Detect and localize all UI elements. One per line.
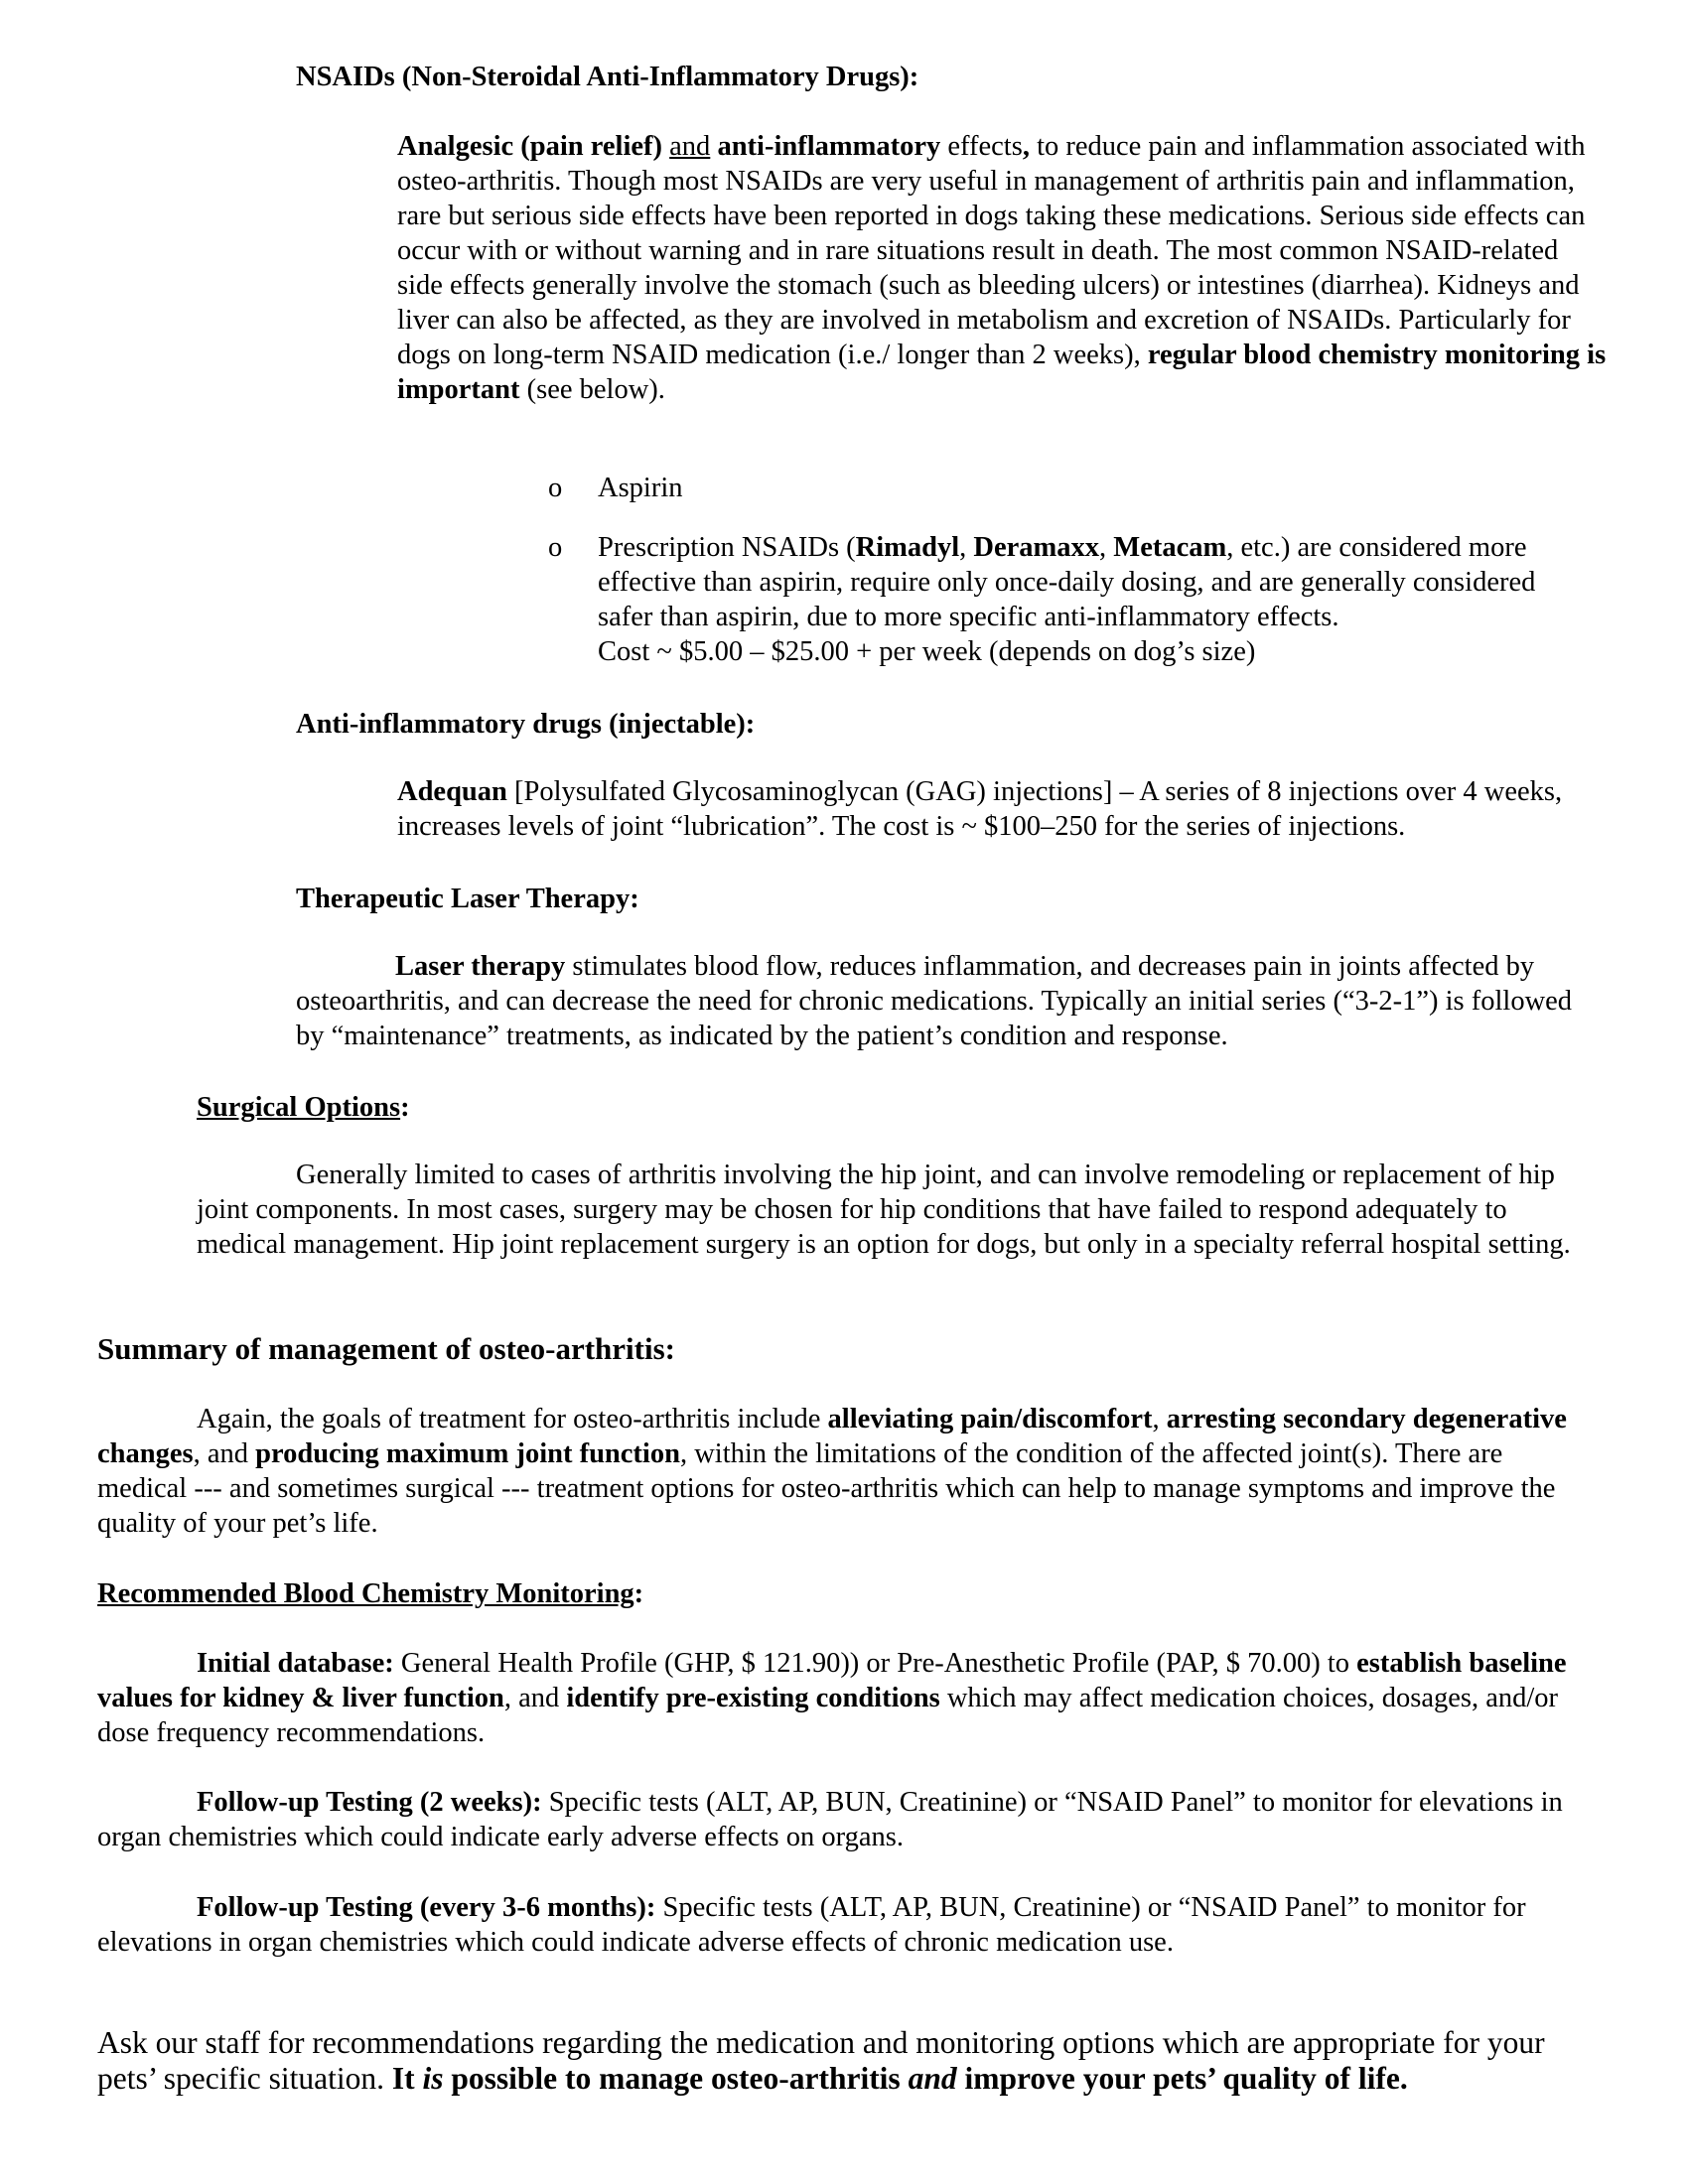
summary-bold-2: arresting secondary degenerative changes [97, 1404, 1567, 1469]
laser-text: stimulates blood flow, reduces inflammation, and decreases pain in joints affected by osteoarthritis, and can decrease the need for chronic medications. Typically an initial series (“3-2-1”) is followed by “maintenance” treatments, as indicated by the patient’s condition and response. [296, 951, 1573, 1051]
initial-database-label: Initial database: [197, 1648, 394, 1679]
metacam-bold: Metacam [1113, 532, 1227, 563]
prescription-text-1: Prescription NSAIDs ( [598, 532, 856, 563]
nsaids-paragraph [397, 129, 1607, 407]
followup-2weeks-paragraph [97, 1785, 1592, 1854]
prescription-text-2: , [959, 532, 974, 563]
summary-heading: Summary of management of osteo-arthritis: [97, 1331, 675, 1366]
summary-bold-3: producing maximum joint function [255, 1438, 680, 1469]
closing-bold-1: It [391, 2061, 423, 2096]
deramaxx-bold: Deramaxx [973, 532, 1100, 563]
followup-3-6months-paragraph [97, 1890, 1592, 1960]
summary-text-1: Again, the goals of treatment for osteo-arthritis include [197, 1404, 828, 1434]
monitoring-heading-text: Recommended Blood Chemistry Monitoring [97, 1578, 634, 1609]
initial-bold-2: identify pre-existing conditions [566, 1683, 940, 1713]
surgical-heading [197, 1090, 1487, 1125]
closing-italic-is: is [422, 2061, 444, 2096]
summary-text-3: , and [193, 1438, 256, 1469]
nsaids-text-5: (see below). [519, 374, 665, 405]
followup-3-6months-label: Follow-up Testing (every 3-6 months): [197, 1892, 656, 1923]
injectable-text: [Polysulfated Glycosaminoglycan (GAG) injections] – A series of 8 injections over 4 weeks, increases levels of joint “lubrication”. The cost is ~ $100–250 for the series of injections. [397, 776, 1563, 842]
bullet-marker-prescription: o [548, 532, 563, 563]
nsaids-analgesic-bold: Analgesic (pain relief) [397, 131, 663, 162]
followup-2weeks-label: Follow-up Testing (2 weeks): [197, 1787, 542, 1818]
summary-text-4: , within the limitations of the condition of the affected joint(s). There are medical --- and sometimes surgical --- treatment options for osteo-arthritis which can help to manage symptoms and improve the quality of your pet’s life. [97, 1438, 1556, 1539]
bullet-prescription-nsaids [598, 530, 1551, 669]
bullet-aspirin: Aspirin [598, 473, 683, 503]
nsaids-monitoring-bold: regular blood chemistry monitoring is important [397, 340, 1607, 405]
prescription-cost: Cost ~ $5.00 – $25.00 + per week (depends on dog’s size) [598, 636, 1256, 667]
injectable-heading: Anti-inflammatory drugs (injectable): [296, 709, 756, 740]
initial-bold-1: establish baseline values for kidney & liver function [97, 1648, 1567, 1713]
closing-bold-2: possible to manage osteo-arthritis [443, 2061, 909, 2096]
closing-paragraph [97, 2025, 1607, 2097]
initial-text-3: which may affect medication choices, dosages, and/or dose frequency recommendations. [97, 1683, 1559, 1748]
closing-text-1: Ask our staff for recommendations regarding the medication and monitoring options which are appropriate for your pets’ specific situation. [97, 2025, 1545, 2096]
injectable-paragraph [397, 774, 1589, 844]
monitoring-heading-colon: : [633, 1578, 644, 1609]
laser-therapy-bold: Laser therapy [395, 951, 566, 982]
closing-bold-3: improve your pets’ quality of life. [956, 2061, 1408, 2096]
summary-bold-1: alleviating pain/discomfort [827, 1404, 1153, 1434]
nsaids-and-underline: and [669, 131, 711, 162]
closing-bold-italic-is [422, 2061, 443, 2096]
followup-2weeks-text: Specific tests (ALT, AP, BUN, Creatinine) or “NSAID Panel” to monitor for elevations in organ chemistries which could indicate early adverse effects on organs. [97, 1787, 1563, 1852]
bullet-marker-aspirin: o [548, 473, 563, 503]
nsaids-comma-bold: , [1022, 131, 1030, 162]
followup-3-6months-text: Specific tests (ALT, AP, BUN, Creatinine) or “NSAID Panel” to monitor for elevations in organ chemistries which could indicate adverse effects of chronic medication use. [97, 1892, 1526, 1958]
initial-text-2: , and [503, 1683, 567, 1713]
nsaids-text-3: effects [940, 131, 1023, 162]
nsaids-heading: NSAIDs (Non-Steroidal Anti-Inflammatory Drugs): [296, 62, 919, 92]
summary-paragraph [97, 1402, 1592, 1541]
initial-database-paragraph [97, 1646, 1592, 1750]
surgical-paragraph: Generally limited to cases of arthritis involving the hip joint, and can involve remodeling or replacement of hip joint components. In most cases, surgery may be chosen for hip conditions that have failed to respond adequately to medical management. Hip joint replacement surgery is an option for dogs, but only in a specialty referral hospital setting. [197, 1160, 1571, 1260]
surgical-heading-colon: : [400, 1092, 410, 1123]
rimadyl-bold: Rimadyl [855, 532, 960, 563]
nsaids-text-4: to reduce pain and inflammation associated with osteo-arthritis. Though most NSAIDs are very useful in management of arthritis pain and inflammation, rare but serious side effects have been reported in dogs taking these medications. Serious side effects can occur with or without warning and in rare situations result in death. The most common NSAID-related side effects generally involve the stomach (such as bleeding ulcers) or intestines (diarrhea). Kidneys and liver can also be affected, as they are involved in metabolism and excretion of NSAIDs. Particularly for dogs on long-term NSAID medication (i.e./ longer than 2 weeks), [397, 131, 1586, 370]
surgical-heading-text: Surgical Options [197, 1092, 401, 1123]
laser-heading: Therapeutic Laser Therapy: [296, 884, 639, 914]
summary-text-2: , [1152, 1404, 1167, 1434]
initial-text-1: General Health Profile (GHP, $ 121.90)) or Pre-Anesthetic Profile (PAP, $ 70.00) to [393, 1648, 1357, 1679]
prescription-text-4: , etc.) are considered more effective than aspirin, require only once-daily dosing, and are generally considered safer than aspirin, due to more specific anti-inflammatory effects. [598, 532, 1536, 632]
adequan-bold: Adequan [397, 776, 507, 807]
monitoring-heading [97, 1576, 1587, 1611]
prescription-text-3: , [1099, 532, 1114, 563]
nsaids-anti-inflammatory-bold: anti-inflammatory [717, 131, 941, 162]
laser-paragraph [296, 949, 1597, 1053]
closing-italic-and: and [908, 2061, 957, 2096]
closing-bold-italic-and [909, 2061, 957, 2096]
